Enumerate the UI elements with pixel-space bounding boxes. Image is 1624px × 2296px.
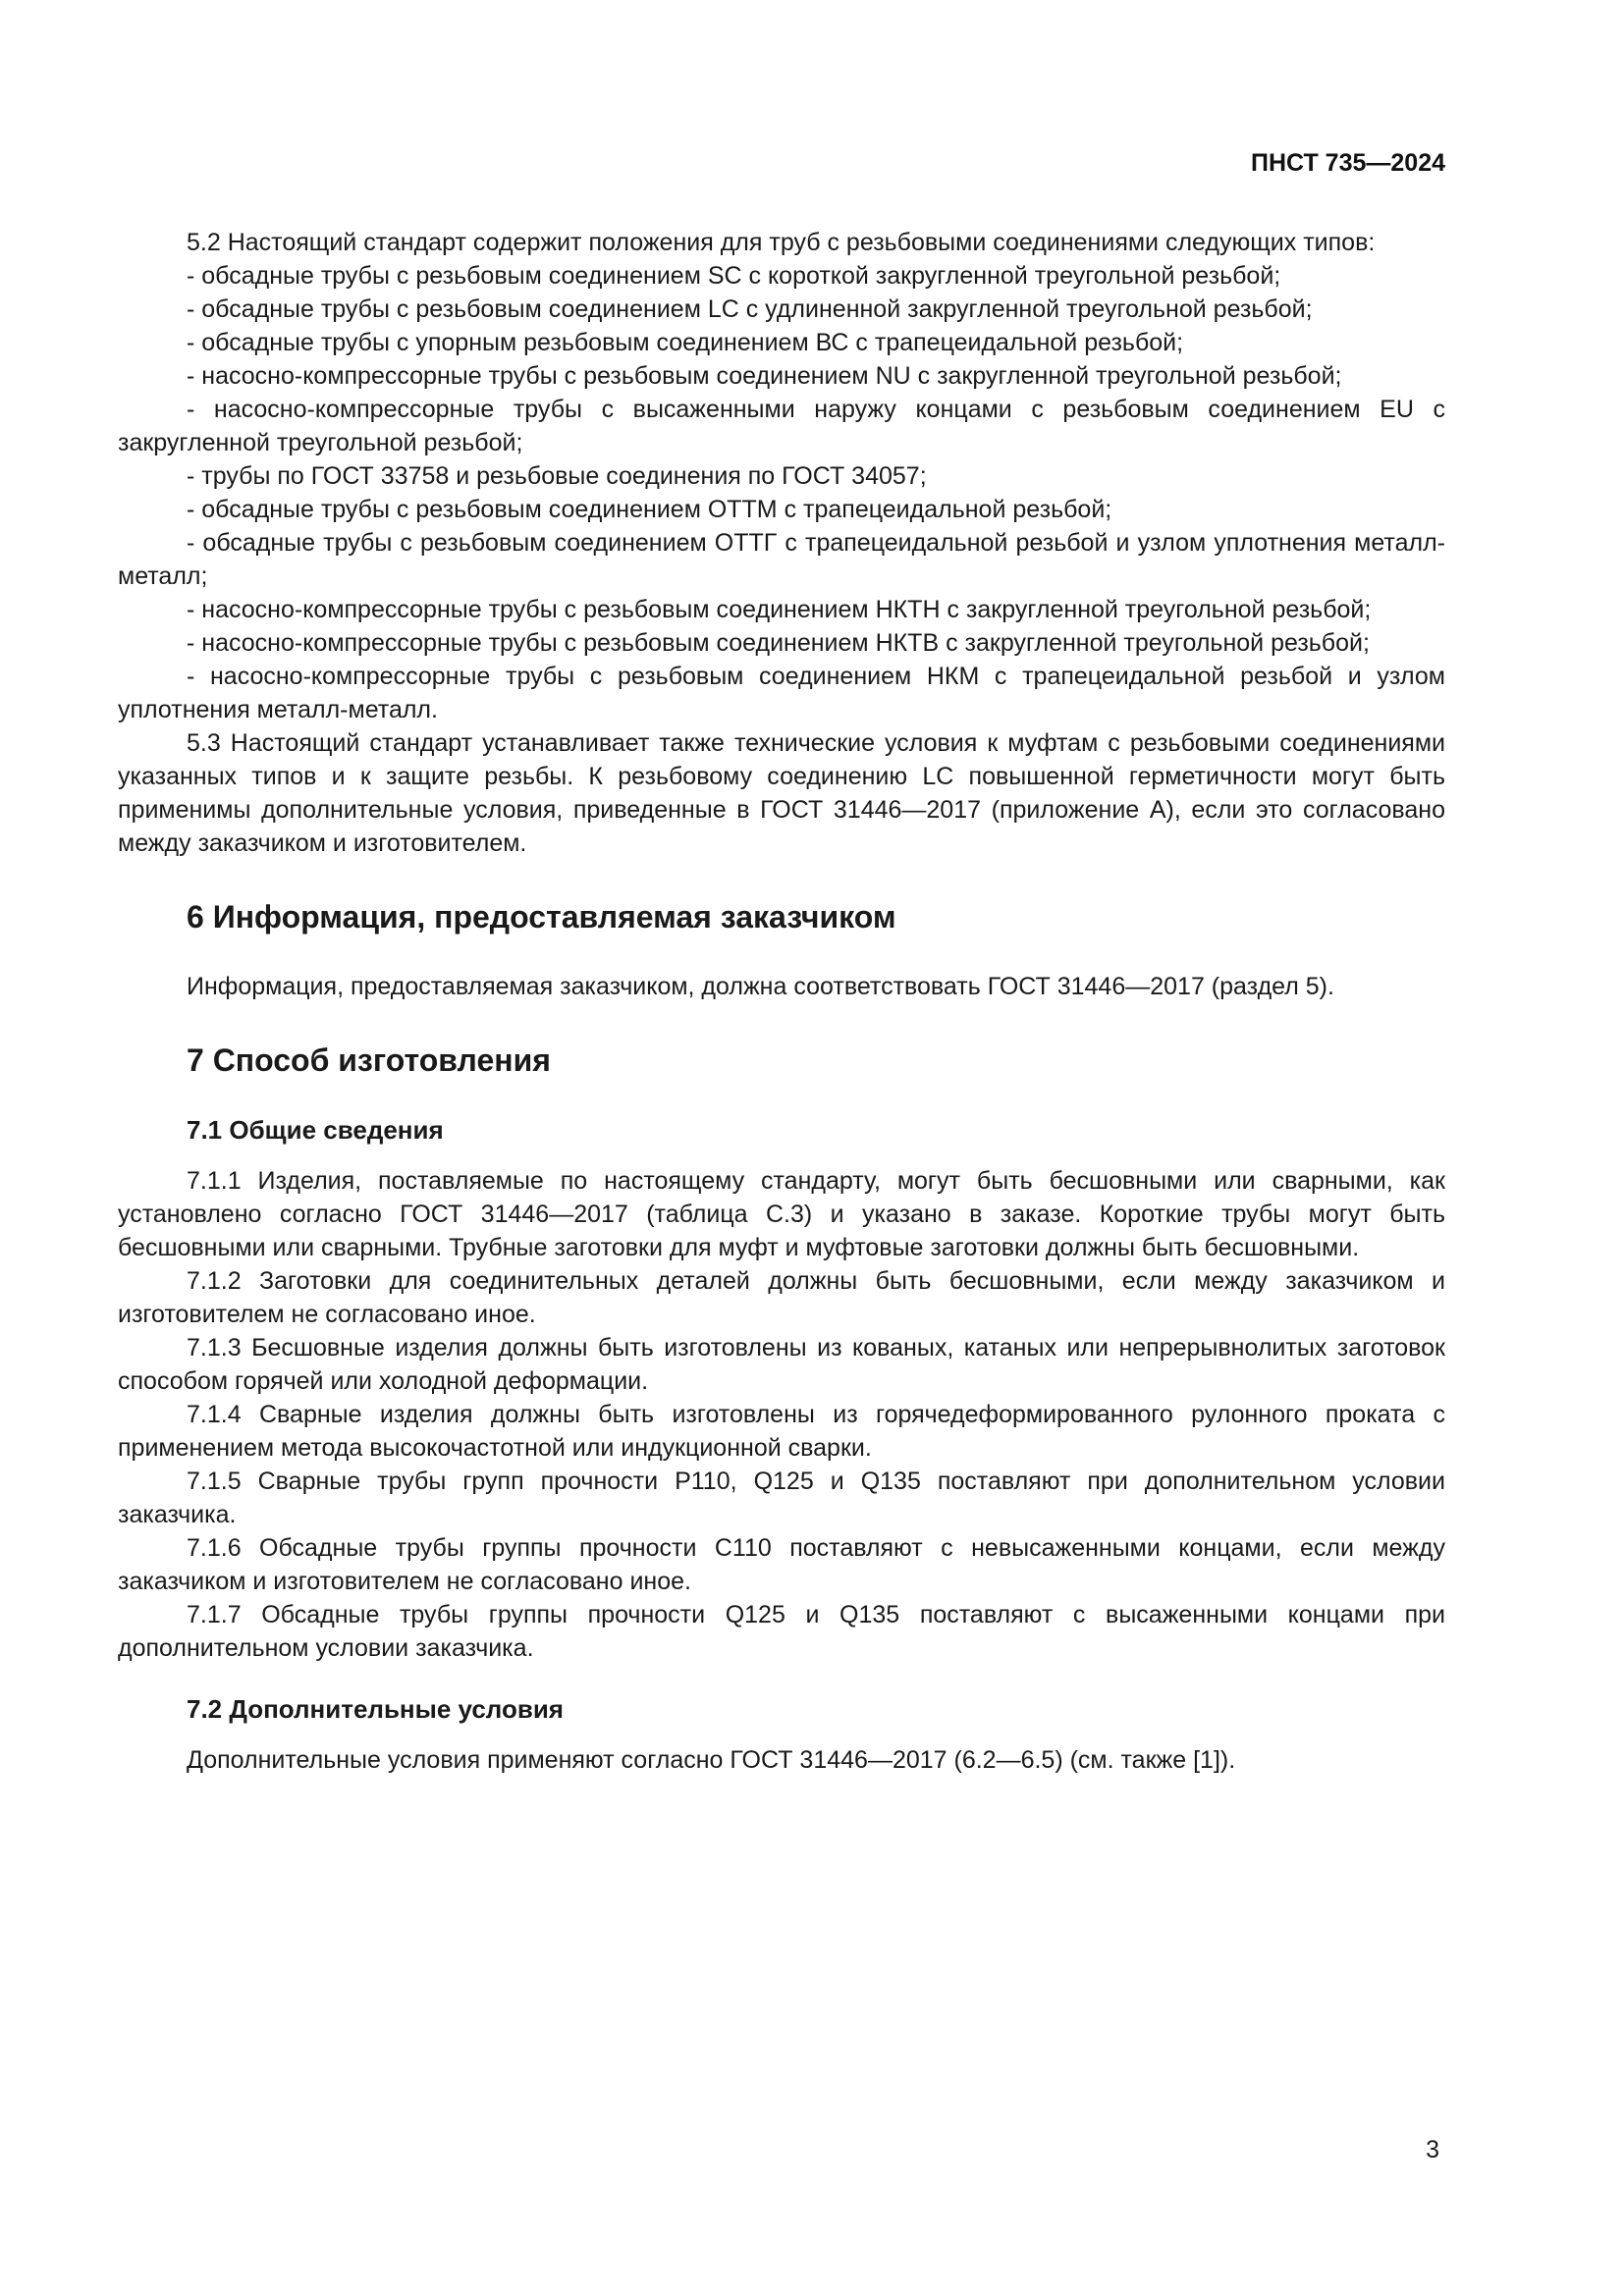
list-item: - обсадные трубы с упорным резьбовым соединением ВС с трапецеидальной резьбой; — [187, 329, 1184, 356]
document-code: ПНСТ 735—2024 — [1251, 149, 1445, 177]
section-6-heading: 6 Информация, предоставляемая заказчиком — [187, 899, 896, 934]
clause-7-1-3: 7.1.3 Бесшовные изделия должны быть изготовлены из кованых, катаных или непрерывнолитых заготовок способом горячей или холодной деформации. — [118, 1334, 1445, 1395]
clause-7-1-7: 7.1.7 Обсадные трубы группы прочности Q125 и Q135 поставляют с высаженными концами при дополнительном условии заказчика. — [118, 1601, 1445, 1662]
subsection-7-1-heading: 7.1 Общие сведения — [187, 1115, 444, 1145]
section-7-heading: 7 Способ изготовления — [187, 1042, 551, 1078]
clause-7-2-text: Дополнительные условия применяют согласно ГОСТ 31446—2017 (6.2—6.5) (см. также [1]). — [187, 1746, 1236, 1774]
list-item: - обсадные трубы с резьбовым соединением SC с короткой закругленной треугольной резьбой; — [187, 262, 1281, 290]
list-item: - насосно-компрессорные трубы с резьбовым соединением NU с закругленной треугольной резьбой; — [187, 362, 1342, 390]
clause-7-1-5: 7.1.5 Сварные трубы групп прочности Р110, Q125 и Q135 поставляют при дополнительном условии заказчика. — [118, 1468, 1445, 1528]
clause-7-1-4: 7.1.4 Сварные изделия должны быть изготовлены из горячедеформированного рулонного проката с применением метода высокочастотной или индукционной сварки. — [118, 1401, 1445, 1462]
clause-7-1-1: 7.1.1 Изделия, поставляемые по настоящему стандарту, могут быть бесшовными или сварными, как установлено согласно ГОСТ 31446—2017 (таблица С.3) и указано в заказе. Короткие трубы могут быть бесшовными или сварными. Трубные заготовки для муфт и муфтовые заготовки должны быть бесшовными. — [118, 1167, 1445, 1261]
section-6-text: Информация, предоставляемая заказчиком, должна соответствовать ГОСТ 31446—2017 (раздел 5). — [187, 973, 1334, 1000]
clause-5-2-intro: 5.2 Настоящий стандарт содержит положения для труб с резьбовыми соединениями следующих типов: — [187, 229, 1376, 256]
list-item: - насосно-компрессорные трубы с резьбовым соединением НКТН с закругленной треугольной резьбой; — [187, 596, 1372, 623]
clause-5-3: 5.3 Настоящий стандарт устанавливает также технические условия к муфтам с резьбовыми соединениями указанных типов и к защите резьбы. К резьбовому соединению LC повышенной герметичности могут быть применимы дополнительные условия, приведенные в ГОСТ 31446—2017 (приложение А), если это согласовано между заказчиком и изготовителем. — [118, 729, 1445, 857]
clause-7-1-6: 7.1.6 Обсадные трубы группы прочности С110 поставляют с невысаженными концами, если между заказчиком и изготовителем не согласовано иное. — [118, 1534, 1445, 1595]
list-item: - трубы по ГОСТ 33758 и резьбовые соединения по ГОСТ 34057; — [187, 462, 927, 490]
list-item: - насосно-компрессорные трубы с высаженными наружу концами с резьбовым соединением EU с закругленной треугольной резьбой; — [118, 396, 1445, 456]
list-item: - насосно-компрессорные трубы с резьбовым соединением НКМ с трапецеидальной резьбой и узлом уплотнения металл-металл. — [118, 663, 1445, 723]
list-item: - обсадные трубы с резьбовым соединением LC с удлиненной закругленной треугольной резьбой; — [187, 295, 1313, 323]
document-body — [118, 226, 1445, 1777]
clause-7-1-2: 7.1.2 Заготовки для соединительных деталей должны быть бесшовными, если между заказчиком и изготовителем не согласовано иное. — [118, 1267, 1445, 1328]
subsection-7-2-heading: 7.2 Дополнительные условия — [187, 1694, 564, 1724]
page-number: 3 — [1426, 2136, 1439, 2163]
list-item: - обсадные трубы с резьбовым соединением ОТТМ с трапецеидальной резьбой; — [187, 496, 1112, 523]
list-item: - насосно-компрессорные трубы с резьбовым соединением НКТВ с закругленной треугольной резьбой; — [187, 629, 1370, 657]
list-item: - обсадные трубы с резьбовым соединением ОТТГ с трапецеидальной резьбой и узлом уплотнения металл-металл; — [118, 529, 1445, 590]
